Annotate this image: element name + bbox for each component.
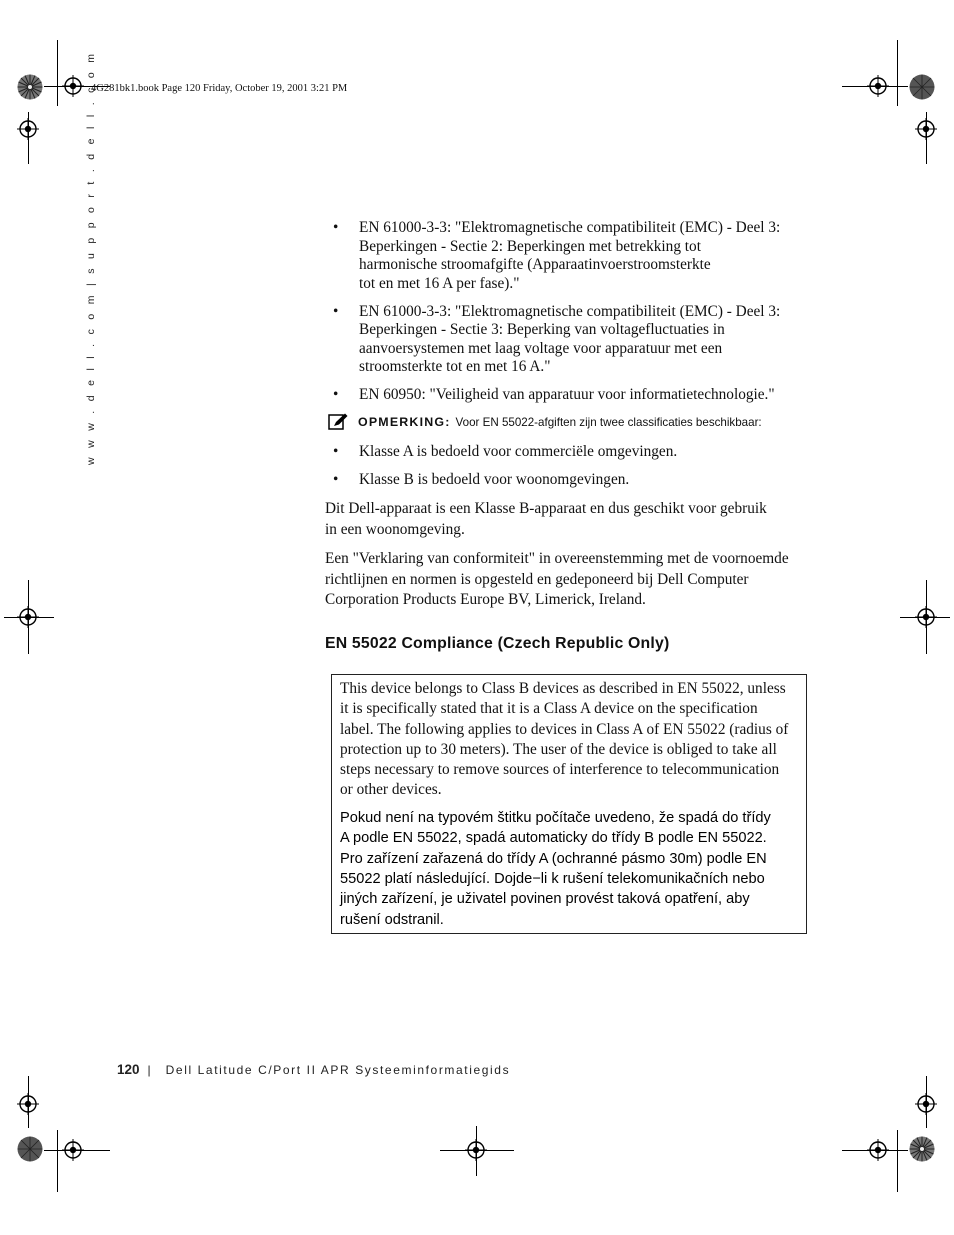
list-item-text: stroomsterkte tot en met 16 A." [359, 358, 551, 375]
starburst-mark-icon [17, 74, 43, 100]
registration-mark-icon [915, 118, 937, 140]
text-line: steps necessary to remove sources of interference to telecommunication [340, 761, 780, 779]
bullet-icon: • [333, 302, 339, 320]
registration-mark-icon [17, 118, 39, 140]
bullet-icon: • [333, 443, 339, 460]
text-line: or other devices. [340, 781, 442, 799]
text-line: label. The following applies to devices in Class A of EN 55022 (radius of [340, 720, 789, 738]
list-item [325, 386, 815, 405]
text-line: it is specifically stated that it is a Class A device on the specification [340, 700, 758, 718]
pencil-note-icon [328, 413, 348, 431]
text-line: Pokud není na typovém štitku počítače uvedeno, že spadá do třídy [340, 809, 771, 826]
list-item [325, 471, 815, 490]
list-item [325, 219, 815, 293]
list-item-text: Beperkingen - Sectie 2: Beperkingen met betrekking tot [359, 237, 701, 255]
list-item [325, 303, 815, 377]
registration-mark-icon [17, 1093, 39, 1115]
paragraph [325, 499, 815, 540]
text-line: 55022 platí následující. Dojde−li k rušení telekomunikačních nebo [340, 871, 765, 887]
text-line: rušení odstranil. [340, 911, 444, 928]
compliance-text-czech [340, 808, 798, 930]
paragraph [325, 549, 815, 611]
crop-line [57, 1130, 58, 1192]
print-header-stamp: 4G281bk1.book Page 120 Friday, October 19, 2001 3:21 PM [91, 83, 348, 94]
starburst-mark-icon [17, 1136, 43, 1162]
paragraph-line: Een "Verklaring van conformiteit" in overeenstemming met de voornoemde [325, 550, 789, 567]
crop-line [57, 40, 58, 106]
registration-mark-icon [62, 1139, 84, 1161]
list-item-text: EN 61000-3-3: "Elektromagnetische compatibiliteit (EMC) - Deel 3: [359, 302, 781, 320]
list-item-text: Klasse B is bedoeld voor woonomgevingen. [359, 471, 630, 488]
registration-mark-icon [17, 606, 39, 628]
note-callout [325, 414, 815, 431]
page-number: 120 [117, 1062, 140, 1077]
paragraph-line: Corporation Products Europe BV, Limerick, Ireland. [325, 591, 646, 608]
registration-mark-icon [867, 75, 889, 97]
footer-title: Dell Latitude C/Port II APR Systeeminformatiegids [165, 1063, 511, 1077]
page-footer [117, 1062, 510, 1077]
list-item [325, 443, 815, 462]
note-text: Voor EN 55022-afgiften zijn twee classificaties beschikbaar: [455, 416, 762, 429]
text-line: Pro zařízení zařazená do třídy A (ochranné pásmo 30m) podle EN [340, 850, 767, 867]
main-content [325, 219, 815, 653]
section-heading: EN 55022 Compliance (Czech Republic Only) [325, 634, 670, 652]
bullet-list [325, 443, 815, 490]
paragraph-line: richtlijnen en normen is opgesteld en gedeponeerd bij Dell Computer [325, 570, 749, 588]
list-item-text: tot en met 16 A per fase)." [359, 274, 520, 292]
bullet-icon: • [333, 386, 339, 403]
footer-separator: | [147, 1063, 151, 1077]
compliance-box [331, 674, 807, 934]
crop-line [897, 1130, 898, 1192]
registration-mark-icon [867, 1139, 889, 1161]
bullet-list [325, 219, 815, 405]
bullet-icon: • [333, 471, 339, 488]
text-line: protection up to 30 meters). The user of the device is obliged to take all [340, 740, 777, 758]
note-heading: OPMERKING: [358, 415, 451, 429]
list-item-text: harmonische stroomafgifte (Apparaatinvoerstroomsterkte [359, 256, 711, 273]
starburst-mark-icon [909, 1136, 935, 1162]
registration-mark-icon [465, 1139, 487, 1161]
list-item-text: aanvoersystemen met laag voltage voor apparatuur met een [359, 339, 723, 357]
text-line: jiných zařízení, je uživatel povinen provést taková opatření, aby [340, 891, 750, 908]
list-item-text: EN 60950: "Veiligheid van apparatuur voor informatietechnologie." [359, 386, 775, 403]
compliance-text-english [340, 679, 798, 801]
starburst-mark-icon [909, 74, 935, 100]
registration-mark-icon [915, 1093, 937, 1115]
list-item-text: Beperkingen - Sectie 3: Beperking van voltagefluctuaties in [359, 321, 725, 338]
bullet-icon: • [333, 219, 339, 236]
paragraph-line: Dit Dell-apparaat is een Klasse B-apparaat en dus geschikt voor gebruik [325, 500, 767, 517]
paragraph-line: in een woonomgeving. [325, 520, 465, 538]
registration-mark-icon [915, 606, 937, 628]
list-item-text: Klasse A is bedoeld voor commerciële omgevingen. [359, 443, 678, 460]
text-line: This device belongs to Class B devices as described in EN 55022, unless [340, 680, 786, 697]
sidebar-url: w w w . d e l l . c o m | s u p p o r t . d e l l . c o m [85, 50, 97, 465]
list-item-text: EN 61000-3-3: "Elektromagnetische compatibiliteit (EMC) - Deel 3: [359, 219, 781, 236]
registration-mark-icon [62, 75, 84, 97]
crop-line [897, 40, 898, 106]
text-line: A podle EN 55022, spadá automaticky do třídy B podle EN 55022. [340, 830, 767, 847]
